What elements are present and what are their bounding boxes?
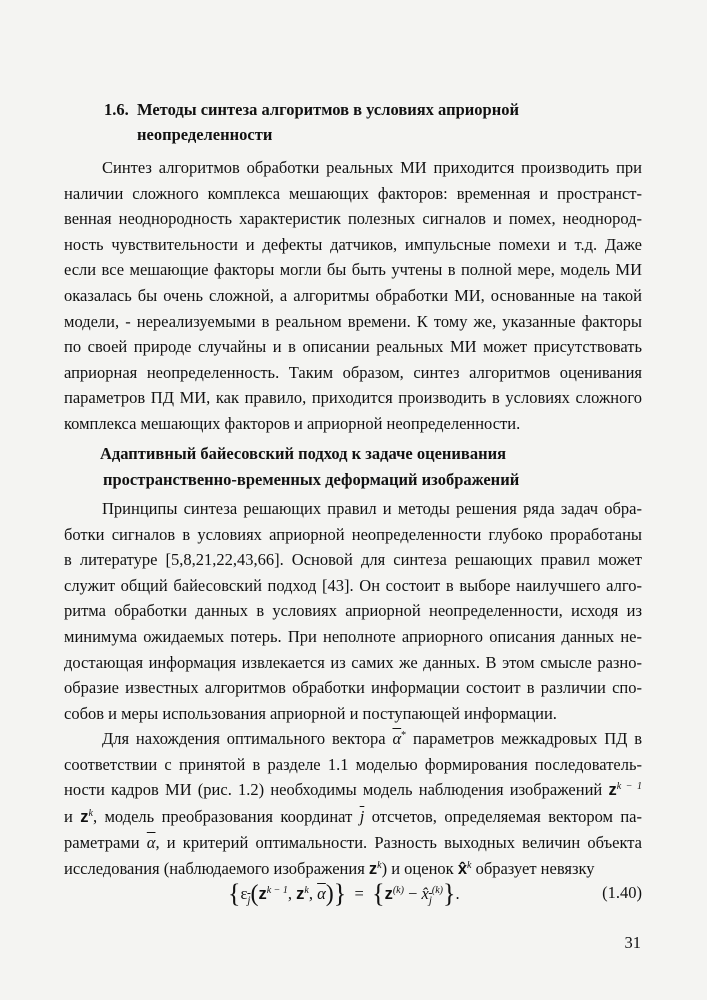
para2-line: минимума ожидаемых потерь. При неполноте априорного описания данных не- bbox=[64, 626, 642, 646]
k-minus-1-superscript: k − 1 bbox=[266, 885, 288, 896]
k-superscript: k bbox=[88, 807, 93, 819]
section-title bbox=[104, 97, 624, 147]
equation-1-40: {$\varepsilon_{\overline{j}}(z^{k - 1}$, $z^k$, $\overline{\alpha})\} = \{z^{(k)}$ − $x̂_{\overline{j}}^{(k)}$}. bbox=[228, 879, 460, 908]
alpha-vector-symbol: $\overline{\alpha}$ bbox=[392, 729, 402, 748]
para3-text: Для нахождения оптимального вектора bbox=[102, 729, 386, 748]
para3-line2: соответствии с принятой в разделе 1.1 моделью формирования последователь- bbox=[64, 754, 642, 774]
para3-line5 bbox=[64, 830, 642, 856]
alpha-vector-symbol: $\overline{\alpha}$ bbox=[146, 833, 156, 853]
z-symbol: z bbox=[368, 859, 378, 878]
paragraph-3 bbox=[64, 726, 642, 883]
para1-line: модели, - нереализуемыми в реальном времени. К тому же, указанные факторы bbox=[64, 311, 642, 331]
z-symbol: z bbox=[258, 885, 267, 903]
para2-line: собов и меры использования априорной и поступающей информации. bbox=[64, 703, 557, 723]
k-superscript: k bbox=[467, 859, 472, 871]
left-paren: ( bbox=[250, 881, 259, 907]
paren-k-superscript: (k) bbox=[431, 885, 443, 896]
paragraph-2 bbox=[64, 496, 642, 726]
section-title-line1: Методы синтеза алгоритмов в условиях априорной bbox=[137, 100, 519, 119]
para3-text: , и критерий оптимальности. Разность выходных величин объекта bbox=[155, 833, 642, 853]
equation-number: (1.40) bbox=[602, 883, 642, 902]
k-superscript: k bbox=[377, 859, 382, 871]
para3-text: образует невязку bbox=[475, 858, 595, 878]
z-symbol: z bbox=[608, 781, 617, 800]
para3-text: и bbox=[64, 806, 73, 826]
para3-text: раметрами bbox=[64, 833, 140, 853]
left-brace: { bbox=[228, 879, 241, 908]
para2-line: служит общий байесовский подход [43]. Он состоит в выборе наилучшего алго- bbox=[64, 575, 642, 595]
right-brace: } bbox=[443, 879, 456, 908]
right-brace: } bbox=[333, 879, 347, 908]
para1-line: параметров ПД МИ, как правило, приходится производить в условиях сложного bbox=[64, 388, 642, 408]
para3-text: отсчетов, определяемая вектором па- bbox=[371, 806, 643, 826]
para3-text: ) и оценок bbox=[381, 858, 454, 878]
para3-text: , модель преобразования координат bbox=[92, 806, 353, 826]
para1-line: комплекса мешающих факторов и априорной неопределенности. bbox=[64, 413, 521, 433]
subsection-heading bbox=[100, 441, 580, 492]
subsection-line2: пространственно-временных деформаций изображений bbox=[103, 469, 520, 489]
right-paren: ) bbox=[325, 881, 334, 907]
x-hat-symbol: x̂ bbox=[421, 884, 429, 903]
minus-sign: − bbox=[408, 884, 418, 903]
para1-line: ность чувствительности и дефекты датчиков, импульсные помехи и т.д. Даже bbox=[64, 234, 642, 254]
z-symbol: z bbox=[296, 885, 305, 903]
z-symbol: z bbox=[80, 807, 89, 826]
para3-text: ности кадров МИ (рис. 1.2) необходимы модель наблюдения изображений bbox=[64, 780, 603, 800]
j-subscript: j bbox=[428, 894, 432, 907]
z-symbol: z bbox=[384, 885, 393, 903]
para2-line: ритма обработки данных в условиях априорной неопределенности, исходя из bbox=[64, 601, 642, 621]
para2-line: в литературе [5,8,21,22,43,66]. Основой для синтеза решающих правил может bbox=[64, 550, 642, 570]
paragraph-1 bbox=[64, 155, 642, 437]
para2-line: Принципы синтеза решающих правил и методы решения ряда задач обра- bbox=[102, 499, 642, 518]
para3-line3 bbox=[64, 777, 642, 804]
para1-line: априорная неопределенность. Таким образом, синтез алгоритмов оценивания bbox=[64, 362, 642, 382]
j-vector-symbol: $\overline{j}$ bbox=[359, 806, 365, 826]
para2-line: достающая информация извлекается из самих же данных. В этом смысле разно- bbox=[64, 652, 642, 672]
para1-line: оказалась бы очень сложной, а алгоритмы обработки МИ, основанные на такой bbox=[64, 285, 642, 305]
optimal-star-symbol: * bbox=[401, 730, 407, 741]
para2-line: ботки сигналов в условиях априорной неопределенности глубоко проработаны bbox=[64, 524, 642, 544]
para3-line1 bbox=[64, 726, 642, 752]
para3-text: исследования (наблюдаемого изображения bbox=[64, 858, 365, 878]
left-brace: { bbox=[372, 879, 385, 908]
x-hat-symbol: x̂ bbox=[457, 859, 467, 878]
page-number: 31 bbox=[624, 933, 641, 952]
para1-line: венная неоднородность характеристик полезных сигналов и помех, неоднород- bbox=[64, 209, 642, 229]
j-subscript: j bbox=[247, 894, 251, 907]
epsilon-symbol: ε bbox=[240, 884, 248, 903]
equals-sign: = bbox=[354, 884, 364, 903]
para1-line: по своей природе случайны и в описании реальных МИ может присутствовать bbox=[64, 337, 642, 357]
alpha-vector-symbol: $\overline{\alpha}$ bbox=[317, 884, 326, 903]
para1-line: наличии сложного комплекса мешающих факторов: временная и пространст- bbox=[64, 183, 642, 203]
subsection-line1: Адаптивный байесовский подход к задаче оценивания bbox=[100, 444, 507, 463]
section-title-line2: неопределенности bbox=[137, 125, 273, 144]
paren-k-superscript: (k) bbox=[392, 885, 404, 896]
para2-line: образие известных алгоритмов обработки информации состоит в различии спо- bbox=[64, 678, 642, 698]
para3-text: параметров межкадровых ПД в bbox=[413, 729, 643, 748]
k-superscript: k bbox=[304, 885, 309, 896]
section-number: 1.6. bbox=[104, 100, 129, 119]
para1-line: если все мешающие факторы могли бы быть учтены в полной мере, модель МИ bbox=[64, 260, 642, 280]
para1-line: Синтез алгоритмов обработки реальных МИ приходится производить при bbox=[102, 158, 642, 177]
para3-line4 bbox=[64, 804, 642, 831]
k-minus-1-superscript: k − 1 bbox=[616, 781, 643, 793]
